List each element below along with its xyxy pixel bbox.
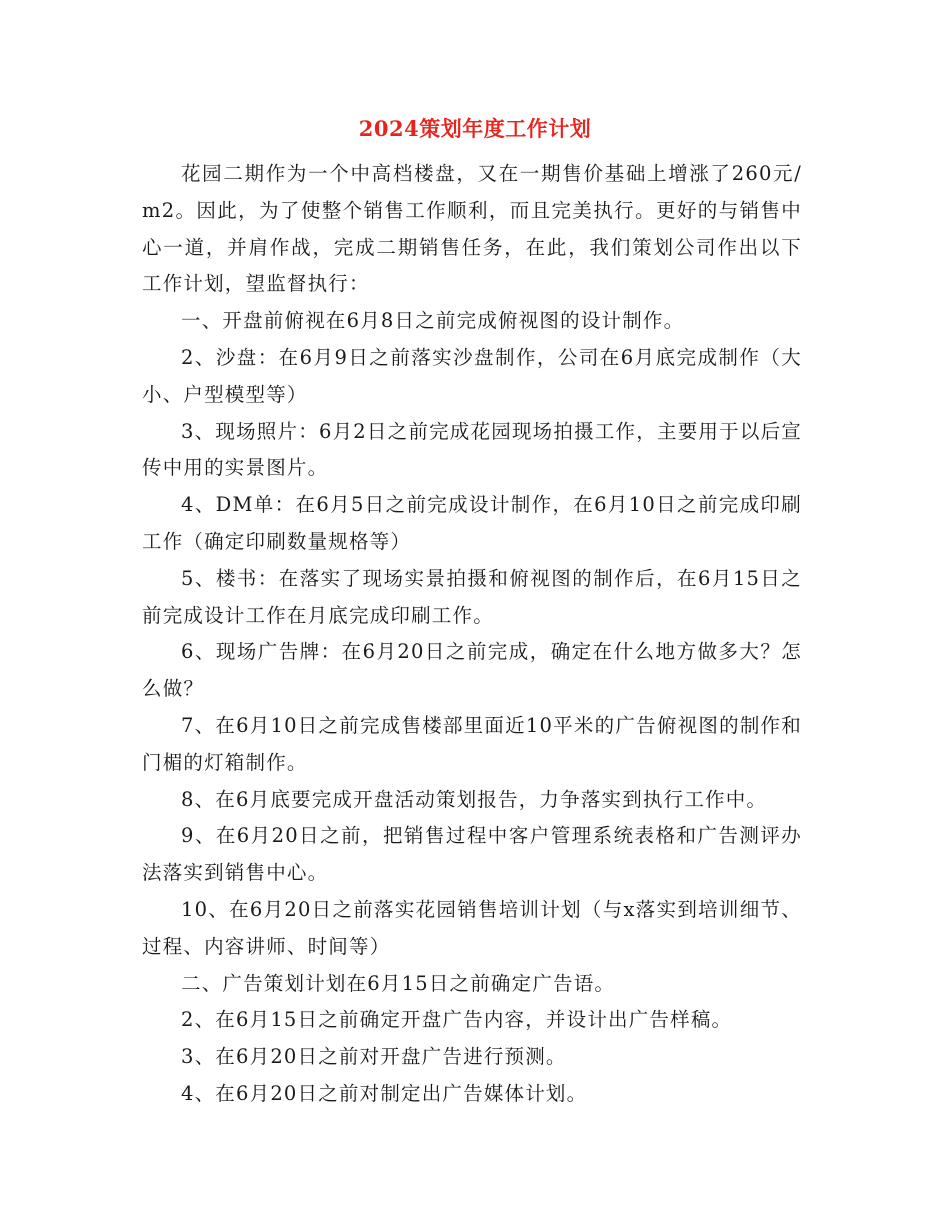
paragraph: 7、在6月10日之前完成售楼部里面近10平米的广告俯视图的制作和门楣的灯箱制作。	[142, 713, 802, 774]
paragraph: 花园二期作为一个中高档楼盘，又在一期售价基础上增涨了260元/m2。因此，为了使整个销售工作顺利，而且完美执行。更好的与销售中心一道，并肩作战，完成二期销售任务，在此，我们策划公司作出以下工作计划，望监督执行：	[142, 162, 802, 296]
document-title: 2024策划年度工作计划	[358, 116, 592, 141]
paragraph: 4、在6月20日之前对制定出广告媒体计划。	[181, 1081, 588, 1105]
paragraph: 4、DM单：在6月5日之前完成设计制作，在6月10日之前完成印刷工作（确定印刷数量规格等）	[142, 493, 802, 553]
paragraph: 2、沙盘：在6月9日之前落实沙盘制作，公司在6月底完成制作（大小、户型模型等）	[142, 345, 802, 406]
paragraph: 二、广告策划计划在6月15日之前确定广告语。	[181, 971, 616, 995]
document-body	[142, 156, 802, 1113]
paragraph: 8、在6月底要完成开盘活动策划报告，力争落实到执行工作中。	[181, 787, 768, 811]
paragraph: 9、在6月20日之前，把销售过程中客户管理系统表格和广告测评办法落实到销售中心。	[142, 824, 802, 885]
paragraph: 一、开盘前俯视在6月8日之前完成俯视图的设计制作。	[181, 309, 685, 333]
paragraph: 6、现场广告牌：在6月20日之前完成，确定在什么地方做多大？怎么做？	[142, 640, 802, 701]
paragraph: 3、现场照片：6月2日之前完成花园现场拍摄工作，主要用于以后宣传中用的实景图片。	[142, 419, 802, 480]
paragraph: 2、在6月15日之前确定开盘广告内容，并设计出广告样稿。	[181, 1008, 733, 1032]
paragraph: 5、楼书：在落实了现场实景拍摄和俯视图的制作后，在6月15日之前完成设计工作在月底完成印刷工作。	[142, 566, 802, 627]
paragraph: 10、在6月20日之前落实花园销售培训计划（与x落实到培训细节、过程、内容讲师、时间等）	[142, 897, 802, 958]
paragraph: 3、在6月20日之前对开盘广告进行预测。	[181, 1045, 567, 1069]
